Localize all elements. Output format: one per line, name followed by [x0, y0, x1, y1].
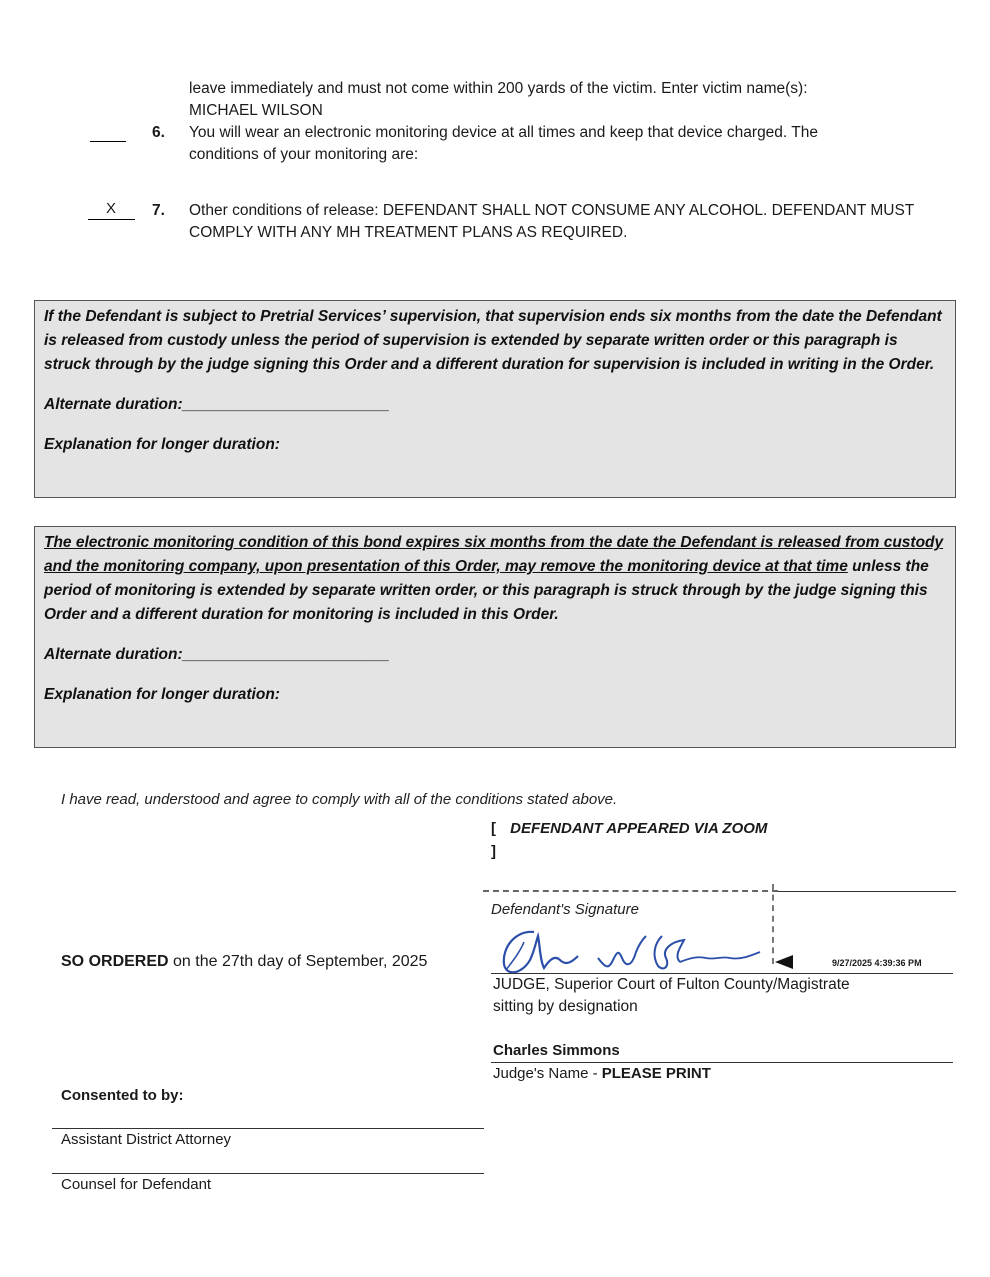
counsel-label: Counsel for Defendant	[61, 1176, 212, 1193]
esign-timestamp: 9/27/2025 4:39:36 PM	[832, 958, 922, 968]
item7-line2: COMPLY WITH ANY MH TREATMENT PLANS AS REQUIRED.	[189, 224, 628, 241]
item7-line1: Other conditions of release: DEFENDANT SHALL NOT CONSUME ANY ALCOHOL. DEFENDANT MUST	[189, 202, 915, 219]
judge-title-line1: JUDGE, Superior Court of Fulton County/Magistrate	[493, 976, 850, 993]
item7-mark: X	[106, 200, 117, 217]
monitoring-expiry-box	[34, 526, 956, 748]
signature-flag-icon	[775, 955, 795, 969]
monitoring-paragraph	[44, 531, 946, 627]
monitoring-rest-text: unless the period of monitoring is extended by separate written order, or this paragraph is struck through by the judge signing this Order and a different duration for monitoring is included in this Order.	[44, 558, 929, 623]
victim-name: MICHAEL WILSON	[189, 102, 323, 119]
ada-signature-rule	[52, 1128, 484, 1129]
so-ordered-rest: on the 27th day of September, 2025	[168, 953, 428, 970]
item5-text	[189, 78, 909, 122]
pretrial-alternate-duration[interactable]	[44, 393, 946, 417]
judge-name-label-text: Judge's Name -	[493, 1065, 602, 1082]
item7-text	[189, 200, 929, 244]
judge-name-label-bold: PLEASE PRINT	[601, 1065, 711, 1082]
zoom-bracket-close: ]	[491, 843, 496, 860]
zoom-appearance	[491, 820, 767, 837]
judge-name: Charles Simmons	[493, 1042, 620, 1059]
monitoring-alternate-duration[interactable]	[44, 643, 946, 667]
pretrial-explanation-label: Explanation for longer duration:	[44, 436, 280, 453]
item6-checkbox-line[interactable]	[90, 141, 126, 142]
pretrial-supervision-box	[34, 300, 956, 498]
judge-title-line2: sitting by designation	[493, 998, 638, 1015]
item7-number: 7.	[152, 202, 165, 219]
judge-title	[493, 974, 850, 1018]
consented-label: Consented to by:	[61, 1087, 184, 1104]
monitoring-underlined-text: The electronic monitoring condition of this bond expires six months from the date the Defendant is released from custody and the monitoring company, upon presentation of this Order, may remove the monitoring device at that time	[44, 534, 944, 575]
pretrial-alternate-label: Alternate duration:	[44, 396, 183, 413]
defendant-signature-rule	[778, 891, 956, 892]
judge-name-rule	[491, 1062, 953, 1063]
counsel-signature-rule	[52, 1173, 484, 1174]
item6-line2: conditions of your monitoring are:	[189, 146, 419, 163]
so-ordered-text	[61, 953, 427, 971]
signature-dashed-line	[483, 890, 778, 892]
pretrial-alternate-blank[interactable]: ________________________	[182, 396, 390, 413]
item5-continued: leave immediately and must not come within 200 yards of the victim. Enter victim name(s):	[189, 80, 808, 97]
judge-name-label	[493, 1065, 711, 1082]
defendant-signature-label: Defendant's Signature	[491, 901, 639, 918]
monitoring-alternate-label: Alternate duration:	[44, 646, 183, 663]
item6-text	[189, 122, 909, 166]
item7-checkbox-line[interactable]	[88, 200, 135, 220]
acknowledgement-text: I have read, understood and agree to comply with all of the conditions stated above.	[61, 791, 618, 808]
item6-line1: You will wear an electronic monitoring device at all times and keep that device charged. The	[189, 124, 818, 141]
so-ordered-bold: SO ORDERED	[61, 953, 169, 970]
zoom-text: DEFENDANT APPEARED VIA ZOOM	[510, 820, 768, 837]
ada-label: Assistant District Attorney	[61, 1131, 232, 1148]
monitoring-explanation-label: Explanation for longer duration:	[44, 686, 280, 703]
item6-number: 6.	[152, 124, 165, 141]
monitoring-alternate-blank[interactable]: ________________________	[182, 646, 390, 663]
pretrial-paragraph: If the Defendant is subject to Pretrial Services’ supervision, that supervision ends six months from the date the Defendant is released from custody unless the period of supervision is extended by separate written order or this paragraph is struck through by the judge signing this Order and a different duration for supervision is included in writing in the Order.	[44, 308, 942, 373]
zoom-bracket-open: [	[491, 820, 496, 837]
